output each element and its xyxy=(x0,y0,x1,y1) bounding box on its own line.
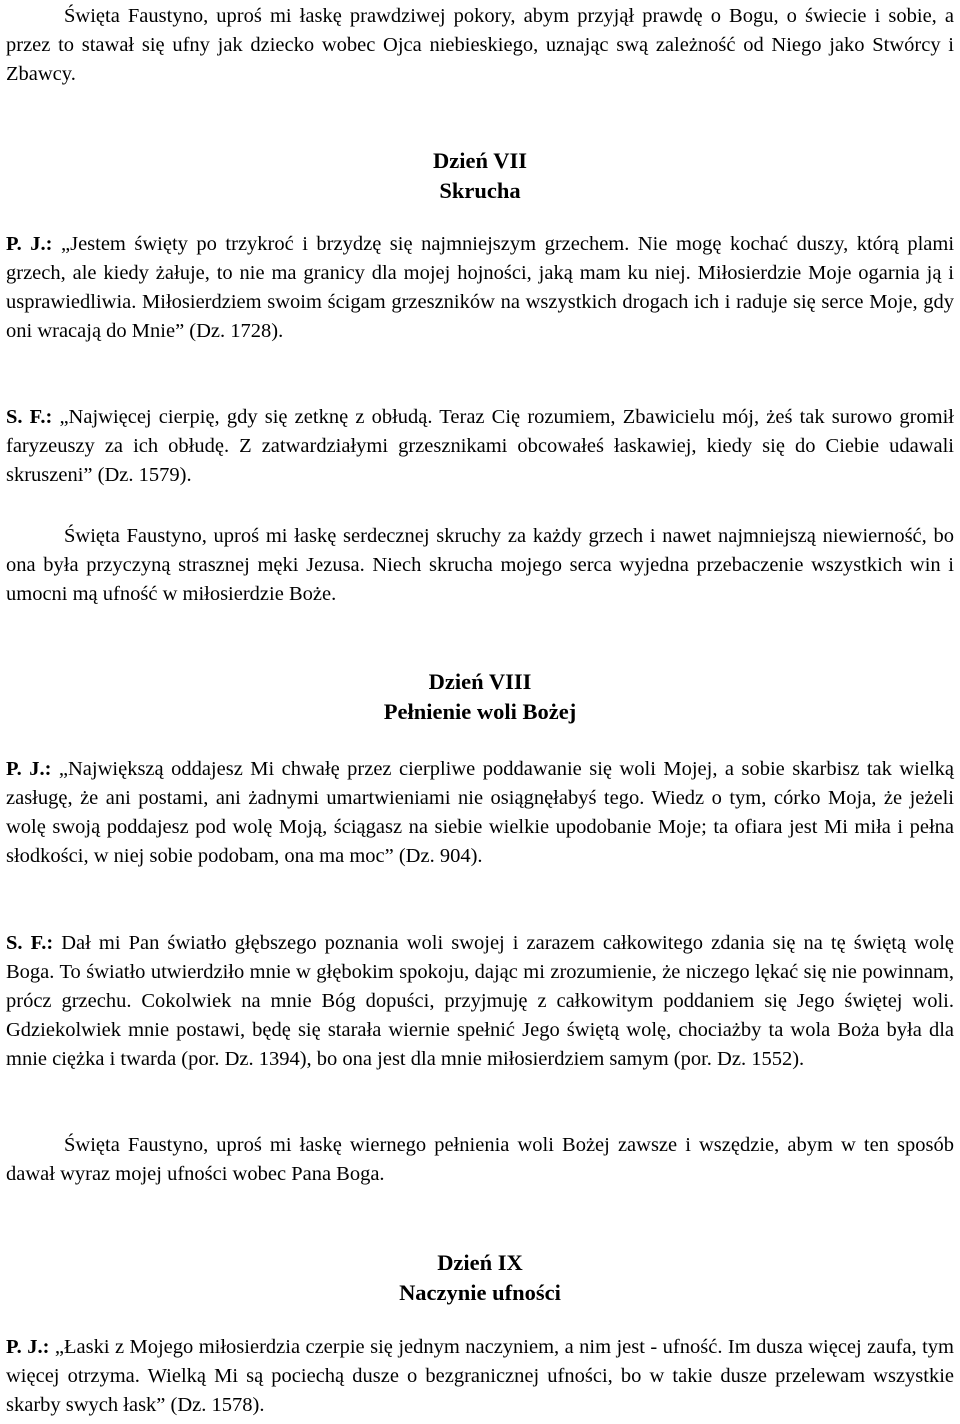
day-subtitle: Pełnienie woli Bożej xyxy=(383,699,577,724)
quote-text: „Najwięcej cierpię, gdy się zetknę z obłudą. Teraz Cię rozumiem, Zbawicielu mój, żeś tak surowo gromił faryzeuszy za ich obłudę. Z zatwardziałymi grzesznikami obcowałeś łaskawiej, kiedy się do Ciebie udawali skruszeni” (Dz. 1579). xyxy=(6,406,954,486)
paragraph xyxy=(6,929,954,1074)
quote-text: „Łaski z Mojego miłosierdzia czerpie się jednym naczyniem, a nim jest - ufność. Im dusza więcej zaufa, tym więcej otrzyma. Wielką Mi są pociechą dusze o bezgranicznej ufności, bo w takie dusze przelewam wszystkie skarby swych łask” (Dz. 1578). xyxy=(6,1336,955,1416)
day-title: Dzień VII xyxy=(433,148,527,173)
day-subtitle: Naczynie ufności xyxy=(399,1280,561,1305)
prayer-text: Święta Faustyno, uproś mi łaskę prawdziwej pokory, abym przyjął prawdę o Bogu, o świecie i sobie, a przez to stawał się ufny jak dziecko wobec Ojca niebieskiego, uznając swą zależność od Niego jako Stwórcy i Zbawcy. xyxy=(6,5,954,85)
jesus-quote-paragraph xyxy=(6,230,954,346)
day-8-heading xyxy=(6,667,954,727)
quote-text: „Jestem święty po trzykroć i brzydzę się najmniejszym grzechem. Nie mogę kochać duszy, którą plami grzech, ale kiedy żałuje, to nie ma granicy dla mojej hojności, jaką mam ku niej. Miłosierdzie Moje ogarnia ją i usprawiedliwia. Miłosierdziem swoim ścigam grzeszników na wszystkich drogach ich i raduje się serce Moje, gdy oni wracają do Mnie” (Dz. 1728). xyxy=(6,233,955,342)
day-title: Dzień VIII xyxy=(428,669,532,694)
speaker-label: S. F.: xyxy=(6,932,54,954)
prayer-paragraph xyxy=(6,2,954,89)
prayer-paragraph xyxy=(6,1131,954,1189)
speaker-label: S. F.: xyxy=(6,406,53,428)
faustina-quote-paragraph xyxy=(6,403,954,490)
quote-text: „Największą oddajesz Mi chwałę przez cierpliwe poddawanie się woli Mojej, a sobie skarbisz tak wielką zasługę, że ani postami, ani żadnymi umartwieniami nie osiągnęłabyś tego. Wiedz o tym, córko Moja, że jeżeli wolę swoją poddajesz pod wolę Moją, ściągasz na siebie wielkie upodobanie Moje; ta ofiara jest Mi miła i pełna słodkości, w niej sobie podobam, ona ma moc” (Dz. 904). xyxy=(6,758,954,867)
day-9-heading xyxy=(6,1248,954,1308)
day-subtitle: Skrucha xyxy=(439,178,521,203)
prayer-paragraph xyxy=(6,522,954,609)
speaker-label: P. J.: xyxy=(6,758,52,780)
faustina-quote-paragraph xyxy=(6,929,954,1074)
day-title: Dzień IX xyxy=(437,1250,523,1275)
prayer-text: Święta Faustyno, uproś mi łaskę wiernego pełnienia woli Bożej zawsze i wszędzie, abym w ten sposób dawał wyraz mojej ufności wobec Pana Boga. xyxy=(6,1134,954,1185)
jesus-quote-paragraph xyxy=(6,755,954,871)
paragraph xyxy=(6,1333,954,1420)
paragraph xyxy=(6,403,954,490)
day-7-heading xyxy=(6,146,954,206)
paragraph xyxy=(6,230,954,346)
prayer-text: Święta Faustyno, uproś mi łaskę serdecznej skruchy za każdy grzech i nawet najmniejszą niewierność, bo ona była przyczyną strasznej męki Jezusa. Niech skrucha mojego serca wyjedna przebaczenie wszystkich win i umocni mą ufność w miłosierdzie Boże. xyxy=(6,525,954,605)
speaker-label: P. J.: xyxy=(6,233,53,255)
jesus-quote-paragraph xyxy=(6,1333,954,1420)
quote-text: Dał mi Pan światło głębszego poznania woli swojej i zarazem całkowitego zdania się na tę świętą wolę Boga. To światło utwierdziło mnie w głębokim spokoju, dając mi zrozumienie, że niczego lękać się nie powinnam, prócz grzechu. Cokolwiek na mnie Bóg dopuści, przyjmuję z całkowitym poddaniem się Jego świętej woli. Gdziekolwiek mnie postawi, będę się starała wiernie spełnić Jego świętą wolę, chociażby ta wola Boża była dla mnie ciężka i twarda (por. Dz. 1394), bo ona jest dla mnie miłosierdziem samym (por. Dz. 1552). xyxy=(6,932,954,1070)
paragraph xyxy=(6,755,954,871)
speaker-label: P. J.: xyxy=(6,1336,50,1358)
